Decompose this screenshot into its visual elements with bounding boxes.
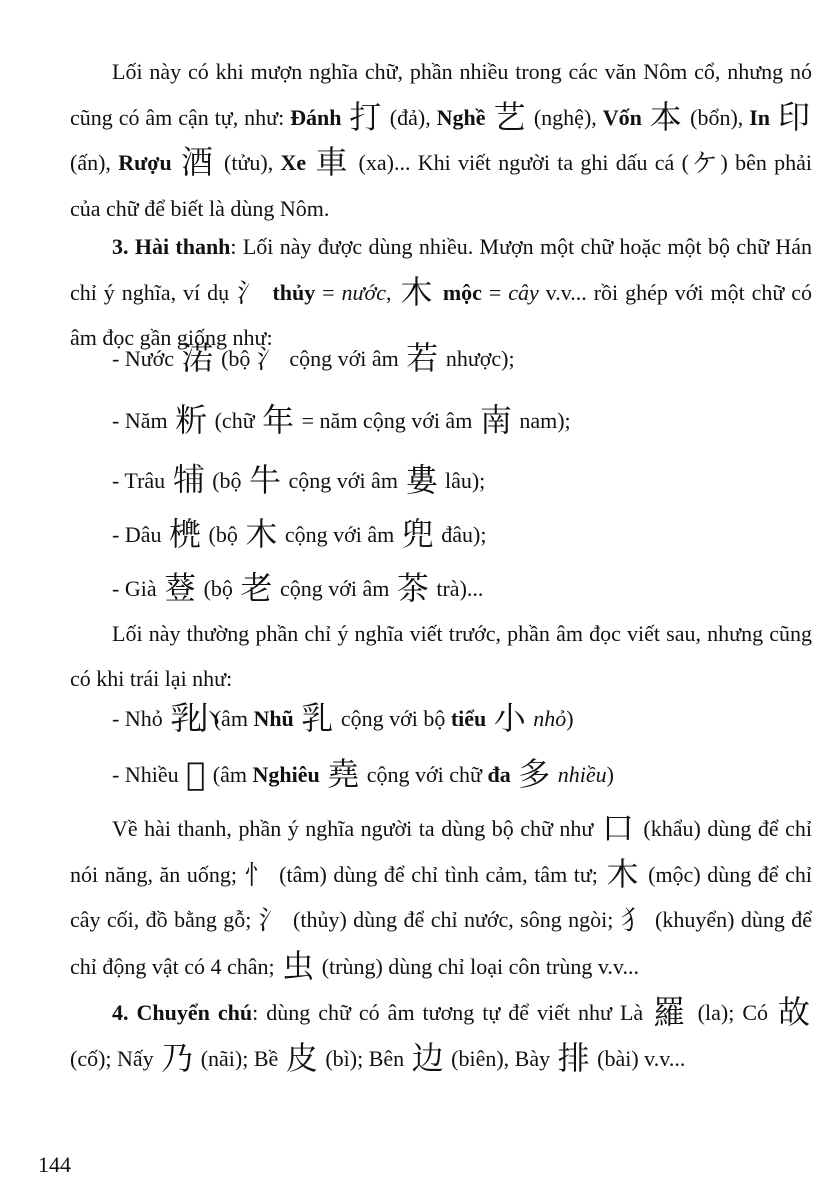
han-char: 堯 [327,755,360,793]
han-char: 排 [557,1038,590,1077]
bold-word: thủy [272,279,316,305]
text: Lối này có khi mượn nghĩa chữ, phần nhiều trong các văn Nôm cổ, nhưng nó cũng có âm cận tự, như: [70,59,812,130]
page-number: 144 [38,1152,71,1177]
text: cộng với âm [283,468,404,493]
han-char: 酒 [181,143,215,181]
han-char: 氵 [256,345,283,375]
han-char: 老 [240,569,273,607]
text: (bộ [203,522,244,547]
han-char: 年 [262,401,295,439]
text: Lối này thường phần chỉ ý nghĩa viết trước, phần âm đọc viết sau, nhưng cũng có khi trái lại như: [70,621,812,691]
section-heading: 4. Chuyển chú [112,1000,253,1025]
han-char: 故 [778,993,811,1031]
han-char: 乳小 [170,699,207,737]
text: đâu); [435,522,487,547]
text: : Lối này được dùng nhiều. Mượn một chữ hoặc một bộ chữ Hán chỉ ý nghĩa, ví dụ [70,234,812,305]
han-char: 皮 [285,1038,318,1077]
bold-word: Nhũ [253,706,294,731]
list-item [112,698,574,739]
han-char: 茶 [396,569,429,607]
han-char: 口 [601,809,635,847]
han-char: 渃 [181,339,214,377]
han-char: 木 [245,515,278,553]
text: cộng với âm [283,346,405,371]
text: (la); Có [689,1000,776,1025]
han-char: 兜 [401,515,434,553]
text: trà)... [430,576,484,601]
list-item [112,338,515,380]
text: : dùng chữ có âm tương tự để viết như Là [252,1000,652,1025]
text: (bổn), [684,104,750,130]
han-char: 艺 [493,97,526,136]
han-char: 忄 [244,860,272,891]
text: (bộ [206,468,248,493]
text: cộng với chữ [361,762,488,787]
italic-word: cây [508,279,539,305]
list-item [112,754,614,795]
text: (âm [208,706,254,731]
text: - Dâu [112,522,167,547]
han-char: 若 [406,339,439,377]
text: = [481,279,509,305]
text: (bì); Bên [319,1045,410,1071]
text: cộng với âm [279,522,400,547]
text: v.v... rồi ghép với một chữ có âm đọc gần giống như: [70,279,812,350]
bold-word: tiểu [450,706,487,731]
han-char: 南 [479,401,512,439]
text: (thủy) dùng để chỉ nước, sông ngòi; [286,907,620,932]
text: - Nhỏ [112,706,169,731]
list-item [112,514,486,555]
bold-word: Rượu [118,150,172,175]
text: (cố); Nấy [70,1045,160,1071]
text: - Năm [112,408,174,433]
text: (ấn), [70,150,119,175]
text: cộng với bộ [335,706,451,731]
text: ) [606,762,614,787]
text: = năm cộng với âm [296,408,478,433]
text: (bộ [215,346,256,371]
bold-word: Đánh [290,104,342,130]
han-char: 䔲 [164,569,197,607]
han-char: 边 [411,1038,444,1077]
han-char: 氵 [237,278,265,309]
text: (xa)... Khi viết người ta ghi dấu cá ( [351,150,689,175]
text: (khẩu) dùng để chỉ nói năng, ăn uống; [70,816,812,887]
bold-word: Xe [280,150,307,175]
han-char: 羅 [653,993,688,1031]
text: (nghệ), [527,104,603,130]
bold-word: Vốn [602,104,642,130]
han-char: 本 [649,97,683,136]
han-char: 婁 [405,461,438,499]
han-char: 虫 [282,946,315,985]
text: ) bên phải của chữ để biết là dùng Nôm. [70,150,813,221]
italic-word: nước [341,279,386,305]
text: (trùng) dùng chỉ loại côn trùng v.v... [316,953,639,979]
han-char: 木 [400,272,434,311]
text: cộng với âm [274,576,395,601]
text: - Trâu [112,468,171,493]
text: (âm [207,762,253,787]
nom-mark: ケ [689,149,720,179]
paragraph-1 [70,50,812,231]
list-item [112,460,485,501]
han-char: 印 [777,97,810,136]
text: (nãi); Bề [195,1045,284,1071]
paragraph-order [70,612,812,701]
bold-word: Nghiêu [252,762,320,787]
text: (biên), Bày [445,1045,556,1071]
han-char: 氵 [258,906,286,936]
bold-word: đa [487,762,511,787]
han-char: 牛 [249,461,282,499]
text: (bài) v.v... [591,1045,686,1071]
text: - Già [112,576,163,601]
text: - Nước [112,346,180,371]
text: lâu); [439,468,486,493]
italic-word: nhỏ [527,706,567,731]
text: (tửu), [216,150,281,175]
han-char: 木 [606,854,640,893]
han-char: 𡗉 [186,755,206,793]
han-char: 小 [493,699,526,737]
text: nhược); [440,346,515,371]
text: nam); [513,408,571,433]
text: - Nhiều [112,762,185,787]
han-char: 犭 [620,906,648,936]
text: (khuyển) dùng để chỉ động vật có 4 chân; [70,907,812,979]
text: Về hài thanh, phần ý nghĩa người ta dùng bộ chữ như [112,816,600,841]
list-item [112,400,571,441]
han-char: 車 [315,143,350,181]
han-char: 𤙭 [172,461,205,499]
text: ) [566,706,574,731]
han-char: 多 [518,755,551,793]
text: (tâm) dùng để chỉ tình cảm, tâm tư; [272,861,605,887]
paragraph-chuyen-chu [70,990,812,1081]
han-char: 打 [349,97,382,136]
bold-word: In [749,104,771,130]
italic-word: nhiều [552,762,607,787]
bold-word: mộc [442,279,482,305]
bold-word: Nghề [436,104,486,130]
text: (mộc) dùng để chỉ cây cối, đồ bằng gỗ; [70,861,812,932]
han-char: 䉼 [175,401,208,439]
han-char: 乃 [161,1038,194,1077]
text: (chữ [209,408,261,433]
list-item [112,568,483,609]
text: , [386,279,399,305]
section-heading: 3. Hài thanh [112,234,231,259]
text: (đả), [383,104,437,130]
text: = [315,279,342,305]
han-char: 乳 [301,699,334,737]
han-char: 橷 [168,515,201,553]
paragraph-radicals [70,806,812,989]
text: (bộ [198,576,239,601]
